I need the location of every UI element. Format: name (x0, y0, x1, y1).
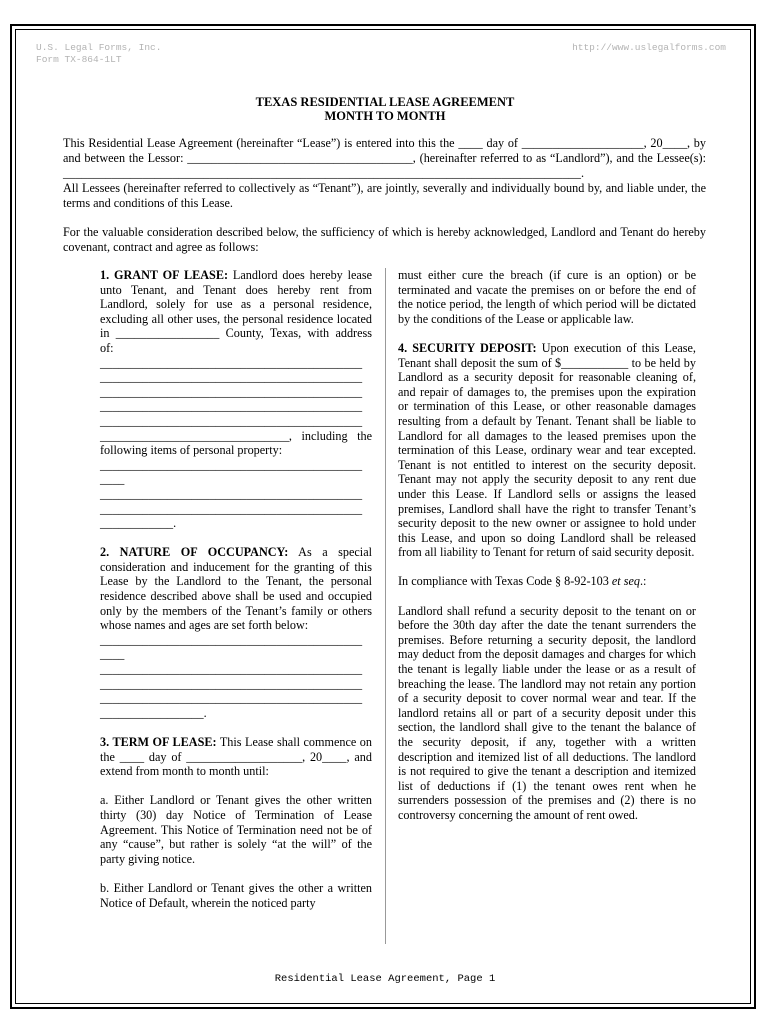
section-term (100, 735, 372, 779)
left-column (100, 268, 372, 910)
term-clause-b-continued: must either cure the breach (if cure is an option) or be terminated and vacate the premises on or before the end of the notice period, the length of which period will be dictated by the conditions of the Lease or applicable law. (398, 268, 696, 326)
occupancy-text: As a special consideration and inducement for the granting of this Lease by the Landlord to the Tenant, the personal residence described above shall be used and occupied only by the members of the Tenant’s family or others whose names and ages are set forth below: (100, 545, 372, 633)
grant-property-blanks: ___________________________________________ ____ ___________________________________________ ___________________________________________ ____________. (100, 457, 363, 531)
consideration-text: For the valuable consideration described below, the sufficiency of which is hereby acknowledged, Landlord and Tenant do hereby covenant, contract and agree as follows: (63, 225, 706, 254)
header-left (36, 42, 161, 66)
header-url[interactable]: http://www.uslegalforms.com (572, 42, 726, 53)
occupancy-heading: 2. NATURE OF OCCUPANCY: (100, 545, 289, 560)
company-name: U.S. Legal Forms, Inc. (36, 42, 162, 53)
compliance-suffix: .: (639, 574, 647, 589)
column-divider (385, 268, 386, 944)
term-heading: 3. TERM OF LEASE: (100, 735, 217, 749)
intro-parties: This Residential Lease Agreement (hereinafter “Lease”) is entered into this the ____ day of ____________________, 20____, by and between the Lessor: _____________________________________, (hereinafter referred to as “Landlord”), and the Lessee(s): _____________________________________________________________________________________. (63, 136, 706, 180)
section-occupancy (100, 545, 372, 633)
grant-heading: 1. GRANT OF LEASE: (100, 268, 229, 282)
deposit-text: Upon execution of this Lease, Tenant shall deposit the sum of $___________ to be held by Landlord as a security deposit for reasonable cleaning of, and repair of damages to, the premises upon the expiration or termination of this Lease, or other reasonable damages resulting from a default by Tenant. Tenant shall be liable to Landlord for all damages to the leased premises upon the termination of this Lease, ordinary wear and tear excepted. Tenant is not entitled to interest on the security deposit. Tenant may not apply the security deposit to any rent due under this Lease. If Landlord sells or assigns the leased premises, Landlord shall have the right to transfer Tenant’s security deposit to the new owner or assignee to hold under this Lease, and upon so doing Landlord shall be released from all liability to Tenant for return of said security deposit. (398, 340, 696, 560)
section-grant (100, 268, 372, 356)
deposit-heading: 4. SECURITY DEPOSIT: (398, 340, 537, 355)
occupancy-blanks: ___________________________________________ ____ ___________________________________________ ___________________________________________ ___________________________________________ _________________. (100, 632, 363, 720)
page-footer: Residential Lease Agreement, Page 1 (274, 973, 496, 985)
grant-address-blanks: ___________________________________________ ___________________________________________ ___________________________________________ ___________________________________________ ___________________________________________ (100, 355, 363, 428)
compliance-prefix: In compliance with Texas Code § 8-92-103 (398, 574, 612, 589)
document-title: TEXAS RESIDENTIAL LEASE AGREEMENT (255, 95, 515, 109)
term-clause-a: a. Either Landlord or Tenant gives the other written thirty (30) day Notice of Termination of Lease Agreement. This Notice of Termination need not be of any “cause”, but rather is solely “at the will” of the party giving notice. (100, 793, 372, 866)
form-number: Form TX-864-1LT (36, 54, 122, 65)
intro-lessees: All Lessees (hereinafter referred to collectively as “Tenant”), are jointly, severally and individually bound by, and liable under, the terms and conditions of this Lease. (63, 181, 706, 210)
deposit-refund: Landlord shall refund a security deposit to the tenant on or before the 30th day after the date the tenant surrenders the premises. Before returning a security deposit, the landlord may deduct from the deposit damages and charges for which the tenant is legally liable under the lease or as a result of breaching the lease. The landlord may not retain any portion of a security deposit to cover normal wear and tear. If the landlord retains all or part of a security deposit under this section, the landlord shall give to the tenant the balance of the security deposit, if any, together with a written description and itemized list of all deductions. The landlord is not required to give the tenant a description and itemized list of deductions if (1) the tenant owes rent when he surrenders possession of the premises and (2) there is no controversy concerning the amount of rent owed. (398, 603, 696, 822)
term-text: This Lease shall commence on the ____ day of ___________________, 20____, and extend from month to month until: (100, 735, 372, 779)
section-deposit (398, 341, 696, 560)
compliance-et-seq: et seq (611, 574, 640, 589)
intro-paragraph (63, 136, 706, 211)
grant-personal-property: _______________________________, including the following items of personal property: (100, 428, 372, 458)
grant-text: Landlord does hereby lease unto Tenant, and Tenant does hereby rent from Landlord, solely for use as a personal residence, excluding all other uses, the personal residence located in _________________ County, Texas, with address of: (100, 268, 372, 355)
term-clause-b: b. Either Landlord or Tenant gives the other a written Notice of Default, wherein the noticed party (100, 880, 372, 910)
document-subtitle: MONTH TO MONTH (324, 109, 446, 123)
consideration-paragraph (63, 225, 706, 255)
deposit-compliance (398, 574, 696, 589)
right-column (398, 268, 696, 823)
